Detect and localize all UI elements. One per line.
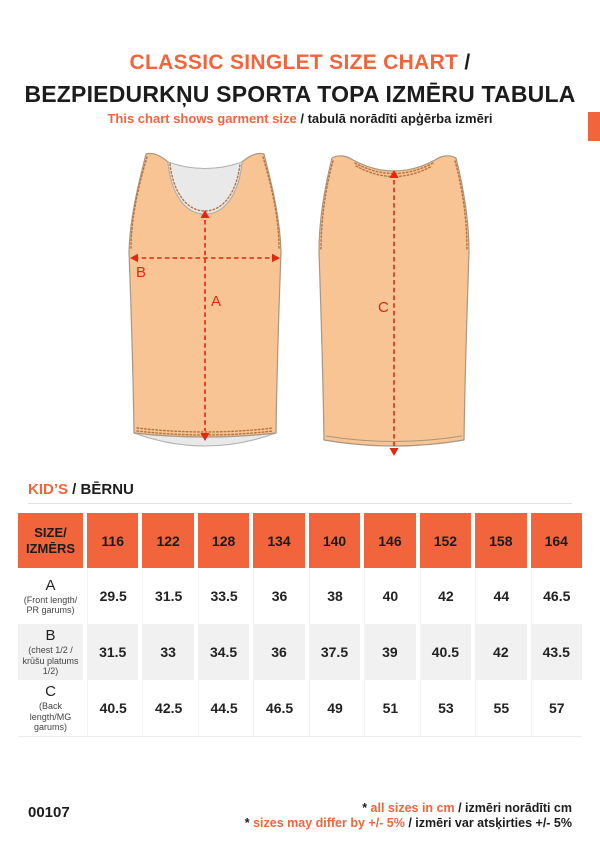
footer-notes — [245, 801, 572, 830]
cell-a: 33.5 — [198, 568, 249, 624]
section-title-en: KID’S — [28, 481, 69, 498]
page-title-lv: BEZPIEDURKŅU SPORTA TOPA IZMĒRU TABULA — [24, 81, 576, 107]
note-sizes-in-cm — [245, 801, 572, 816]
row-b-desc: (chest 1/2 / krūšu platums 1/2) — [22, 645, 79, 677]
cell-b: 42 — [475, 624, 526, 680]
cell-b: 36 — [253, 624, 304, 680]
size-col-header: 164 — [531, 513, 582, 568]
cell-a: 40 — [364, 568, 415, 624]
measure-c-arrow-down — [390, 448, 399, 456]
cell-a: 44 — [475, 568, 526, 624]
size-col-header: 116 — [87, 513, 138, 568]
size-table — [18, 513, 582, 737]
product-code: 00107 — [28, 804, 70, 821]
note1-lv: / izmēri norādīti cm — [454, 801, 572, 815]
cell-c: 49 — [309, 680, 360, 736]
note2-star: * — [244, 815, 254, 830]
cell-c: 40.5 — [87, 680, 138, 736]
table-row-b — [18, 624, 582, 680]
table-row-a — [18, 568, 582, 624]
cell-b: 39 — [364, 624, 415, 680]
size-header-line2: IZMĒRS — [25, 540, 76, 556]
cell-c: 53 — [420, 680, 471, 736]
table-row-c — [18, 680, 582, 736]
cell-b: 34.5 — [198, 624, 249, 680]
size-col-header: 140 — [309, 513, 360, 568]
back-garment-illustration — [319, 156, 469, 456]
cell-a: 46.5 — [531, 568, 582, 624]
size-header-cell — [18, 513, 83, 568]
size-header-line1: SIZE/ — [34, 524, 67, 540]
row-c-key: C — [45, 683, 56, 701]
row-b-key: B — [45, 627, 56, 645]
cell-c: 57 — [531, 680, 582, 736]
cell-b: 40.5 — [420, 624, 471, 680]
table-header-row — [18, 513, 582, 568]
garment-diagram — [0, 140, 600, 470]
cell-b: 37.5 — [309, 624, 360, 680]
cell-a: 29.5 — [87, 568, 138, 624]
size-col-header: 146 — [364, 513, 415, 568]
page-title-divider: / — [458, 51, 471, 74]
cell-b: 31.5 — [87, 624, 138, 680]
section-divider-line — [28, 503, 572, 504]
cell-a: 36 — [253, 568, 304, 624]
row-c-label-cell — [18, 680, 83, 736]
front-garment-illustration — [129, 153, 281, 446]
cell-a: 42 — [420, 568, 471, 624]
row-a-key: A — [45, 576, 56, 594]
page-title — [0, 51, 600, 75]
note2-lv: / izmēri var atsķirties +/- 5% — [404, 815, 572, 830]
note1-en: all sizes in cm — [370, 801, 455, 815]
cell-c: 42.5 — [142, 680, 193, 736]
note2-en: sizes may differ by +/- 5% — [253, 815, 405, 830]
measure-b-label: B — [136, 264, 147, 281]
cell-c: 55 — [475, 680, 526, 736]
size-col-header: 128 — [198, 513, 249, 568]
row-a-label-cell — [18, 568, 83, 624]
cell-a: 31.5 — [142, 568, 193, 624]
section-title — [28, 481, 134, 498]
row-b-label-cell — [18, 624, 83, 680]
note1-star: * — [362, 801, 371, 815]
cell-c: 46.5 — [253, 680, 304, 736]
cell-b: 43.5 — [531, 624, 582, 680]
size-col-header: 152 — [420, 513, 471, 568]
size-col-header: 122 — [142, 513, 193, 568]
row-a-desc: (Front length/ PR garums) — [23, 594, 78, 615]
cell-b: 33 — [142, 624, 193, 680]
cell-a: 38 — [309, 568, 360, 624]
measure-c-label: C — [378, 299, 389, 316]
row-c-desc: (Back length/MG garums) — [29, 701, 72, 733]
size-col-header: 134 — [253, 513, 304, 568]
cell-c: 51 — [364, 680, 415, 736]
page-subtitle — [0, 111, 600, 126]
page-subtitle-en: This chart shows garment size — [107, 111, 297, 126]
size-col-header: 158 — [475, 513, 526, 568]
note-size-tolerance — [245, 816, 572, 831]
cell-c: 44.5 — [198, 680, 249, 736]
measure-a-label: A — [211, 293, 222, 310]
page-title-en: CLASSIC SINGLET SIZE CHART — [129, 51, 459, 74]
section-title-lv: / BĒRNU — [68, 481, 134, 498]
page-subtitle-lv: / tabulā norādīti apģērba izmēri — [296, 111, 493, 126]
